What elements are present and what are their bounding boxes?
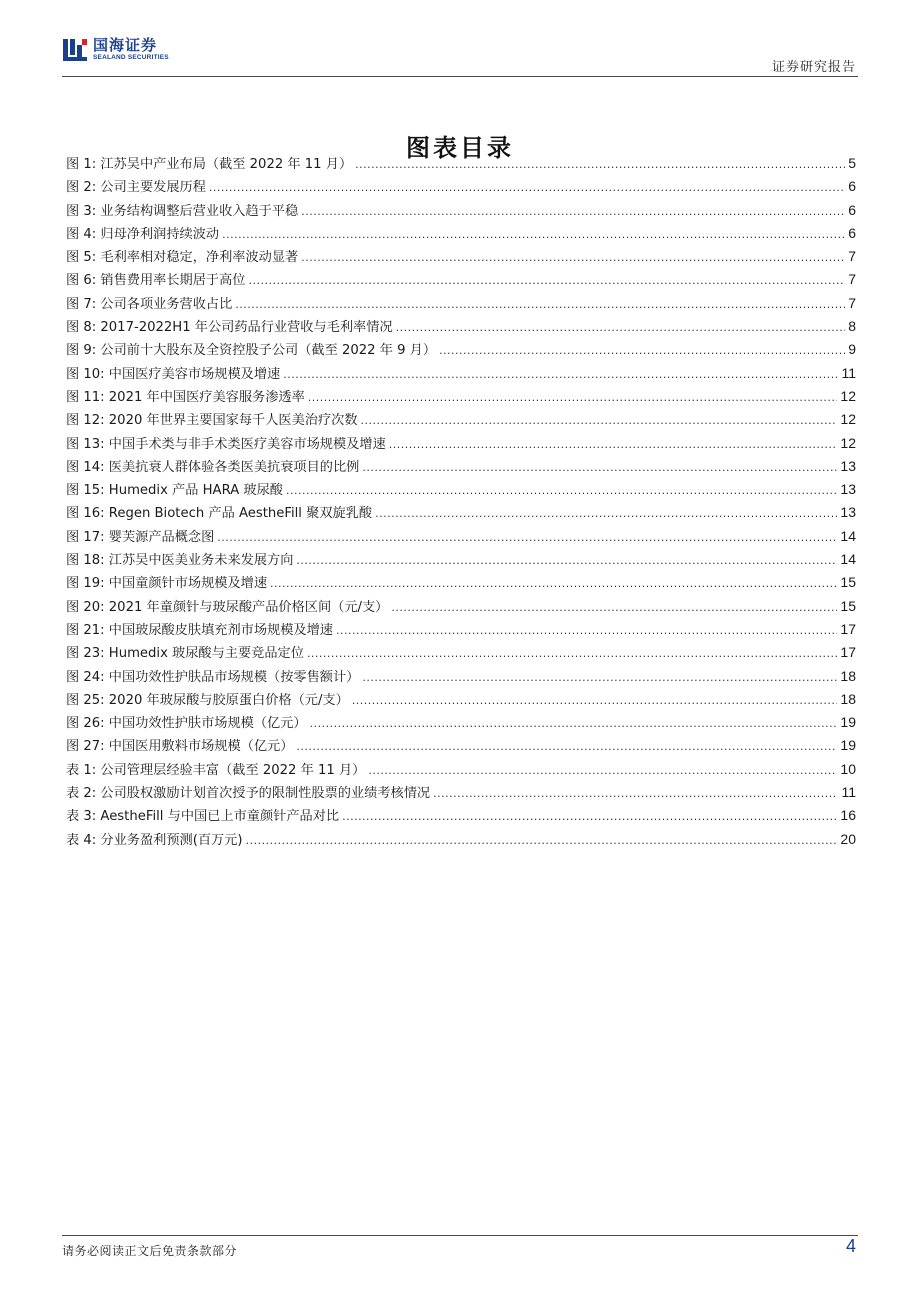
toc-entry-page: 17 [840,620,856,637]
toc-leader-dots [355,153,845,176]
toc-leader-dots [342,805,837,828]
toc-entry-page: 9 [848,341,856,358]
footer-divider [62,1235,858,1236]
toc-leader-dots [246,829,838,852]
toc-leader-dots [352,689,838,712]
toc-entry-page: 15 [840,597,856,614]
toc-entry[interactable] [66,292,856,315]
toc-entry-title: 图 24: 中国功效性护肤品市场规模（按零售额计） [66,669,360,685]
brand-logo [62,36,169,68]
toc-entry-page: 11 [841,364,856,381]
toc-entry[interactable] [66,432,856,455]
toc-entry[interactable] [66,665,856,688]
toc-entry-title: 图 13: 中国手术类与非手术类医疗美容市场规模及增速 [66,436,386,452]
toc-entry-title: 图 4: 归母净利润持续波动 [66,226,220,242]
toc-entry-page: 8 [848,318,856,335]
toc-entry-title: 图 18: 江苏吴中医美业务未来发展方向 [66,553,294,569]
toc-entry-title: 图 26: 中国功效性护肤市场规模（亿元） [66,716,307,732]
toc-entry-title: 表 1: 公司管理层经验丰富（截至 2022 年 11 月） [66,762,366,778]
toc-entry[interactable] [66,571,856,594]
toc-entry[interactable] [66,268,856,291]
toc-entry[interactable] [66,501,856,524]
toc-entry[interactable] [66,362,856,385]
toc-leader-dots [301,200,845,223]
sealand-logo-icon [62,36,88,64]
toc-entry-title: 图 2: 公司主要发展历程 [66,180,206,196]
header-divider [62,76,858,77]
toc-entry-title: 表 2: 公司股权激励计划首次授予的限制性股票的业绩考核情况 [66,786,431,802]
toc-entry-title: 图 12: 2020 年世界主要国家每千人医美治疗次数 [66,413,358,429]
toc-leader-dots [336,619,837,642]
toc-entry-title: 图 5: 毛利率相对稳定，净利率波动显著 [66,250,299,266]
toc-entry-title: 图 23: Humedix 玻尿酸与主要竞品定位 [66,646,304,662]
toc-leader-dots [439,339,845,362]
toc-leader-dots [296,735,837,758]
toc-entry-page: 5 [848,155,856,171]
toc-entry[interactable] [66,618,856,641]
toc-entry[interactable] [66,781,856,804]
toc-entry-title: 表 3: AestheFill 与中国已上市童颜针产品对比 [66,809,340,825]
page-number: 4 [845,1236,856,1256]
toc-entry-page: 20 [840,830,856,847]
toc-entry-title: 图 1: 江苏吴中产业布局（截至 2022 年 11 月） [66,157,353,172]
toc-entry-title: 图 8: 2017-2022H1 年公司药品行业营收与毛利率情况 [66,320,393,336]
toc-leader-dots [396,316,846,339]
toc-entry-page: 19 [840,714,856,731]
toc-leader-dots [283,363,838,386]
toc-entry[interactable] [66,175,856,198]
toc-entry-title: 图 19: 中国童颜针市场规模及增速 [66,576,268,592]
toc-entry[interactable] [66,315,856,338]
toc-entry-page: 17 [840,644,856,661]
toc-entry-title: 图 7: 公司各项业务营收占比 [66,296,233,312]
toc-entry-page: 19 [840,737,856,754]
toc-leader-dots [235,293,845,316]
toc-leader-dots [308,386,838,409]
toc-entry-title: 图 17: 婴芙源产品概念图 [66,529,215,545]
toc-entry-page: 13 [840,481,856,498]
toc-entry[interactable] [66,152,856,175]
toc-leader-dots [361,409,838,432]
toc-entry-title: 表 4: 分业务盈利预测(百万元) [66,832,243,848]
toc-entry[interactable] [66,641,856,664]
toc-entry-page: 6 [848,224,856,241]
toc-entry-title: 图 9: 公司前十大股东及全资控股子公司（截至 2022 年 9 月） [66,343,437,359]
toc-entry[interactable] [66,338,856,361]
toc-leader-dots [307,642,837,665]
toc-entry-page: 12 [840,434,856,451]
toc-entry-page: 13 [840,457,856,474]
toc-entry-title: 图 15: Humedix 产品 HARA 玻尿酸 [66,483,283,499]
toc-entry[interactable] [66,222,856,245]
toc-leader-dots [301,246,845,269]
toc-entry-page: 6 [848,178,856,195]
toc-leader-dots [389,433,838,456]
toc-leader-dots [391,596,837,619]
toc-entry-title: 图 11: 2021 年中国医疗美容服务渗透率 [66,389,305,405]
toc-entry-page: 12 [840,387,856,404]
toc-entry[interactable] [66,734,856,757]
toc-leader-dots [217,526,837,549]
toc-entry[interactable] [66,828,856,851]
toc-entry-title: 图 6: 销售费用率长期居于高位 [66,273,246,289]
toc-entry-title: 图 10: 中国医疗美容市场规模及增速 [66,366,281,382]
toc-leader-dots [433,782,838,805]
toc-entry[interactable] [66,595,856,618]
toc-entry-page: 14 [840,527,856,544]
toc-leader-dots [362,456,837,479]
table-of-figures [66,152,856,851]
toc-entry[interactable] [66,199,856,222]
toc-leader-dots [296,549,837,572]
toc-entry-page: 7 [848,271,856,288]
toc-entry-title: 图 3: 业务结构调整后营业收入趋于平稳 [66,203,299,219]
toc-entry[interactable] [66,711,856,734]
toc-leader-dots [375,502,837,525]
toc-entry-page: 15 [840,574,856,591]
toc-entry-page: 6 [848,201,856,218]
toc-entry[interactable] [66,688,856,711]
toc-entry-title: 图 21: 中国玻尿酸皮肤填充剂市场规模及增速 [66,622,333,638]
toc-entry-page: 10 [840,760,856,777]
toc-entry-title: 图 25: 2020 年玻尿酸与胶原蛋白价格（元/支） [66,692,349,708]
page-title: 图表目录 [406,134,514,163]
toc-entry-page: 18 [840,690,856,707]
toc-leader-dots [222,223,845,246]
toc-entry[interactable] [66,385,856,408]
toc-leader-dots [270,572,837,595]
document-type-label: 证券研究报告 [771,60,856,75]
toc-entry-page: 14 [840,551,856,568]
toc-entry-page: 18 [840,667,856,684]
toc-entry-title: 图 20: 2021 年童颜针与玻尿酸产品价格区间（元/支） [66,599,389,615]
toc-entry-page: 7 [848,248,856,265]
toc-entry-page: 7 [848,294,856,311]
toc-entry-page: 16 [840,807,856,824]
toc-entry-page: 11 [841,784,856,801]
toc-entry-page: 13 [840,504,856,521]
toc-entry[interactable] [66,525,856,548]
toc-leader-dots [310,712,838,735]
toc-leader-dots [368,759,837,782]
toc-entry-page: 12 [840,411,856,428]
toc-entry[interactable] [66,478,856,501]
toc-leader-dots [362,666,837,689]
logo-name-en: SEALAND SECURITIES [93,54,169,61]
toc-entry-title: 图 27: 中国医用敷料市场规模（亿元） [66,739,294,755]
toc-entry[interactable] [66,245,856,268]
toc-entry[interactable] [66,548,856,571]
toc-entry[interactable] [66,758,856,781]
toc-entry[interactable] [66,408,856,431]
logo-name-cn: 国海证券 [93,36,158,54]
page-header [62,36,858,76]
toc-entry[interactable] [66,804,856,827]
toc-entry-title: 图 16: Regen Biotech 产品 AestheFill 聚双旋乳酸 [66,506,373,522]
toc-entry-title: 图 14: 医美抗衰人群体验各类医美抗衰项目的比例 [66,459,360,475]
toc-leader-dots [209,176,845,199]
toc-entry[interactable] [66,455,856,478]
disclaimer-text: 请务必阅读正文后免责条款部分 [62,1244,238,1258]
toc-leader-dots [248,269,845,292]
toc-leader-dots [286,479,837,502]
